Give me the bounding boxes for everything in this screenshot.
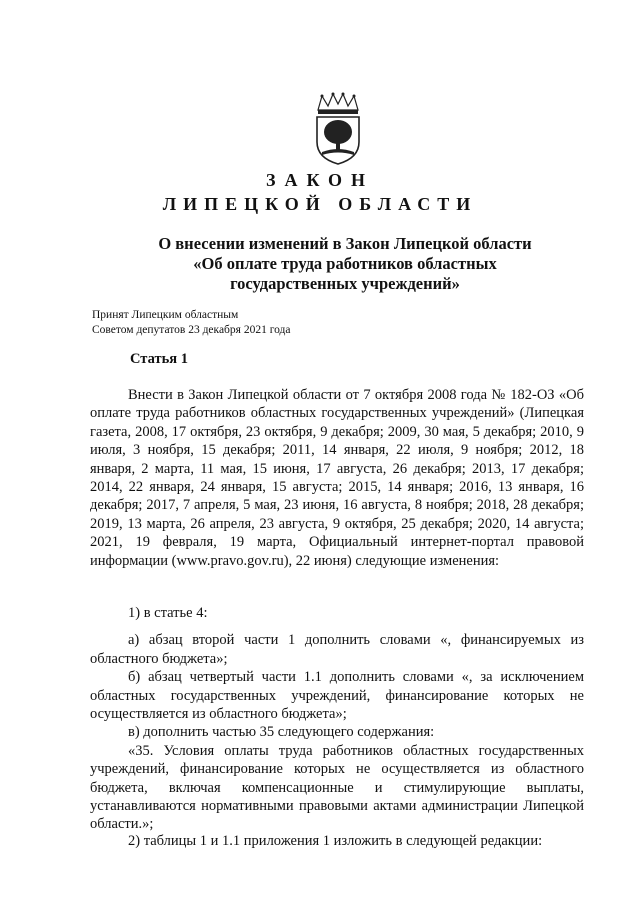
change-item: б) абзац четвертый части 1.1 дополнить словами «, за исключением областных государственных учреждений, финансирование которых не осуществляется из областного бюджета»; [90, 669, 584, 723]
article-heading: Статья 1 [130, 351, 188, 367]
change-item: в) дополнить частью 35 следующего содержания: [128, 724, 435, 741]
changes-list [90, 604, 584, 834]
change-item: «35. Условия оплаты труда работников областных государственных учреждений, финансирование которых не осуществляется из областного бюджета, включая компенсационные и стимулирующие выплаты, устанавливаются нормативными правовыми актами администрации Липецкой области.»; [90, 742, 584, 833]
article-intro [90, 386, 584, 570]
change-item: 1) в статье 4: [128, 605, 208, 621]
region-title: ЛИПЕЦКОЙ ОБЛАСТИ [162, 194, 478, 214]
law-title: ЗАКОН [265, 170, 375, 190]
adoption-line: Принят Липецким областным [92, 309, 239, 321]
document-title-line: государственных учреждений» [230, 274, 460, 293]
coat-of-arms-icon [312, 92, 364, 166]
document-title-line: О внесении изменений в Закон Липецкой области [158, 234, 532, 253]
change-item: 2) таблицы 1 и 1.1 приложения 1 изложить в следующей редакции: [128, 833, 543, 849]
document-title-line: «Об оплате труда работников областных [193, 254, 497, 273]
change-item: а) абзац второй части 1 дополнить словами «, финансируемых из областного бюджета»; [90, 632, 584, 667]
intro-paragraph: Внести в Закон Липецкой области от 7 октября 2008 года № 182-ОЗ «Об оплате труда работников областных государственных учреждений» (Липецкая газета, 2008, 17 октября, 23 октября, 9 декабря; 2009, 30 мая, 5 декабря; 2010, 9 июля, 3 ноября, 15 декабря; 2011, 14 января, 22 июля, 9 ноября; 2012, 18 января, 2 марта, 11 мая, 15 июня, 17 августа, 26 декабря; 2013, 17 декабря; 2014, 22 января, 24 января, 15 августа; 2015, 14 января; 2016, 13 января, 16 декабря; 2017, 7 апреля, 5 мая, 23 июня, 16 августа, 8 ноября; 2018, 28 декабря; 2019, 13 марта, 26 апреля, 23 августа, 9 октября, 25 декабря; 2020, 14 августа; 2021, 19 февраля, 19 марта, Официальный интернет-портал правовой информации (www.pravo.gov.ru), 22 июня) следующие изменения: [90, 387, 584, 569]
adoption-line: Советом депутатов 23 декабря 2021 года [92, 323, 291, 336]
adoption-note [92, 308, 291, 337]
change-item-2 [90, 832, 584, 850]
document-title [130, 234, 560, 294]
